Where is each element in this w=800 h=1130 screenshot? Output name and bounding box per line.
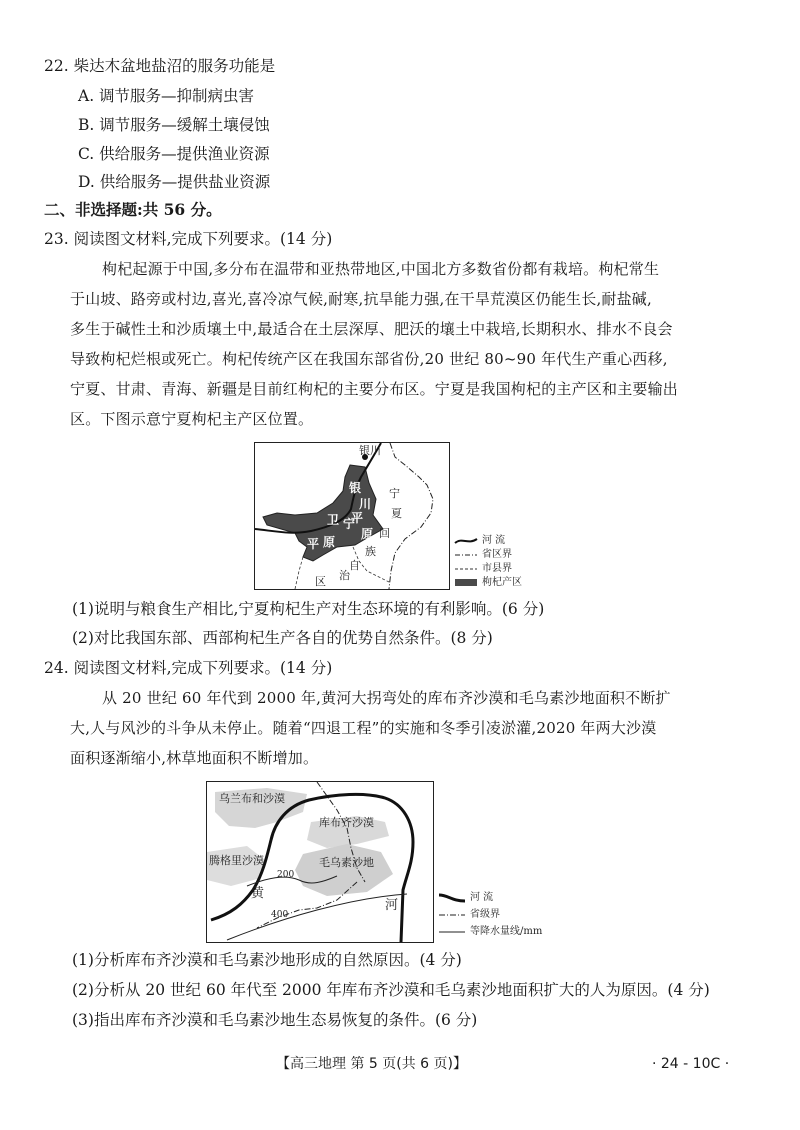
map-label-weining-plain: 平 bbox=[307, 537, 320, 551]
q23-passage-line: 于山坡、路旁或村边,喜光,喜冷凉气候,耐寒,抗旱能力强,在干旱荒漠区仍能生长,耐盐碱, bbox=[70, 290, 652, 308]
page-footer-code: · 24 - 10C · bbox=[652, 1056, 730, 1072]
ningxia-goji-map bbox=[254, 442, 450, 590]
map-label-huang: 黄 bbox=[251, 886, 265, 901]
map-label-he: 河 bbox=[385, 898, 399, 913]
q22-option-d: D. 供给服务—提供盐业资源 bbox=[78, 173, 271, 191]
q24-passage-line: 面积逐渐缩小,林草地面积不断增加。 bbox=[70, 749, 319, 767]
map-label-yinchuan-plain: 平 bbox=[351, 511, 364, 525]
q23-stem: 23. 阅读图文材料,完成下列要求。(14 分) bbox=[44, 230, 333, 248]
map-label-region: 族 bbox=[365, 545, 376, 558]
section-title: 二、非选择题:共 56 分。 bbox=[44, 200, 222, 219]
map-label-yinchuan: 银川 bbox=[359, 444, 381, 457]
legend-county-label: 市县界 bbox=[482, 563, 512, 574]
q24-passage-line: 从 20 世纪 60 年代到 2000 年,黄河大拐弯处的库布齐沙漠和毛乌素沙地面积不断扩 bbox=[102, 689, 671, 707]
isoline-label-400: 400 bbox=[271, 910, 289, 920]
legend-county bbox=[454, 559, 512, 574]
legend-goji-area bbox=[454, 573, 522, 588]
map-label-region: 治 bbox=[339, 569, 350, 582]
map-label-muus: 毛乌素沙地 bbox=[319, 856, 374, 869]
q24-question-1: (1)分析库布齐沙漠和毛乌素沙地形成的自然原因。(4 分) bbox=[72, 951, 462, 969]
map-label-region: 夏 bbox=[391, 507, 402, 520]
muus-desert-shape bbox=[295, 844, 393, 896]
legend-goji-area-icon bbox=[454, 578, 478, 587]
map-label-weining-plain: 卫 bbox=[327, 513, 340, 527]
map-label-kubuqi: 库布齐沙漠 bbox=[319, 816, 374, 829]
legend-river bbox=[454, 531, 505, 546]
legend-county-icon bbox=[454, 565, 478, 573]
legend-isoline-icon bbox=[438, 928, 466, 936]
q24-passage-line: 大,人与风沙的斗争从未停止。随着“四退工程”的实施和冬季引凌淤灌,2020 年两大沙漠 bbox=[70, 719, 657, 737]
legend-province bbox=[454, 545, 512, 560]
map-label-ulanbuh: 乌兰布和沙漠 bbox=[219, 792, 285, 805]
legend-isoline bbox=[438, 922, 542, 937]
q23-passage-line: 区。下图示意宁夏枸杞主产区位置。 bbox=[70, 410, 314, 428]
legend-isoline-label: 等降水量线/mm bbox=[470, 926, 543, 937]
q22-option-a: A. 调节服务—抑制病虫害 bbox=[78, 87, 255, 105]
legend-province-icon bbox=[454, 551, 478, 559]
map-label-region: 区 bbox=[315, 575, 326, 588]
map-label-region: 回 bbox=[379, 527, 390, 540]
kubuqi-muus-map bbox=[206, 781, 434, 943]
map-label-weining-plain: 原 bbox=[323, 535, 336, 549]
q23-passage-line: 导致枸杞烂根或死亡。枸杞传统产区在我国东部省份,20 世纪 80~90 年代生产重心西移, bbox=[70, 350, 668, 368]
legend-province-2-label: 省级界 bbox=[470, 909, 500, 920]
legend-province-2-icon bbox=[438, 911, 466, 919]
map-label-region: 宁 bbox=[389, 487, 400, 500]
q24-stem: 24. 阅读图文材料,完成下列要求。(14 分) bbox=[44, 659, 333, 677]
legend-river-2-label: 河 流 bbox=[470, 892, 494, 903]
legend-river-label: 河 流 bbox=[482, 535, 506, 546]
q23-passage-line: 宁夏、甘肃、青海、新疆是目前红枸杞的主要分布区。宁夏是我国枸杞的主产区和主要输出 bbox=[70, 380, 679, 398]
q23-passage-line: 枸杞起源于中国,多分布在温带和亚热带地区,中国北方多数省份都有栽培。枸杞常生 bbox=[102, 260, 660, 278]
map-label-yinchuan-plain: 原 bbox=[361, 527, 374, 541]
county-boundary-line bbox=[295, 557, 303, 589]
q24-question-2: (2)分析从 20 世纪 60 年代至 2000 年库布齐沙漠和毛乌素沙地面积扩大的人为原因。(4 分) bbox=[72, 981, 710, 999]
q22-option-c: C. 供给服务—提供渔业资源 bbox=[78, 145, 270, 163]
q23-question-1: (1)说明与粮食生产相比,宁夏枸杞生产对生态环境的有利影响。(6 分) bbox=[72, 600, 545, 618]
q24-question-3: (3)指出库布齐沙漠和毛乌素沙地生态易恢复的条件。(6 分) bbox=[72, 1011, 478, 1029]
map-label-tengger: 腾格里沙漠 bbox=[209, 854, 264, 867]
legend-river-icon bbox=[454, 537, 478, 545]
q23-passage-line: 多生于碱性土和沙质壤土中,最适合在土层深厚、肥沃的壤土中栽培,长期积水、排水不良会 bbox=[70, 320, 673, 338]
legend-province-label: 省区界 bbox=[482, 549, 512, 560]
legend-goji-area-label: 枸杞产区 bbox=[482, 577, 522, 588]
legend-province-2 bbox=[438, 905, 500, 920]
map-label-region: 自 bbox=[349, 559, 360, 572]
q23-question-2: (2)对比我国东部、西部枸杞生产各自的优势自然条件。(8 分) bbox=[72, 629, 493, 647]
page-footer-center: 【高三地理 第 5 页(共 6 页)】 bbox=[276, 1056, 467, 1072]
q22-stem: 22. 柴达木盆地盐沼的服务功能是 bbox=[44, 57, 276, 75]
map-label-yinchuan-plain: 川 bbox=[359, 497, 372, 511]
map-label-yinchuan-plain: 银 bbox=[349, 481, 362, 495]
legend-river-2-icon bbox=[438, 893, 466, 903]
legend-river-2 bbox=[438, 888, 493, 903]
isoline-label-200: 200 bbox=[277, 870, 295, 880]
map-label-weining-plain: 宁 bbox=[343, 517, 356, 531]
q22-option-b: B. 调节服务—缓解土壤侵蚀 bbox=[78, 116, 270, 134]
